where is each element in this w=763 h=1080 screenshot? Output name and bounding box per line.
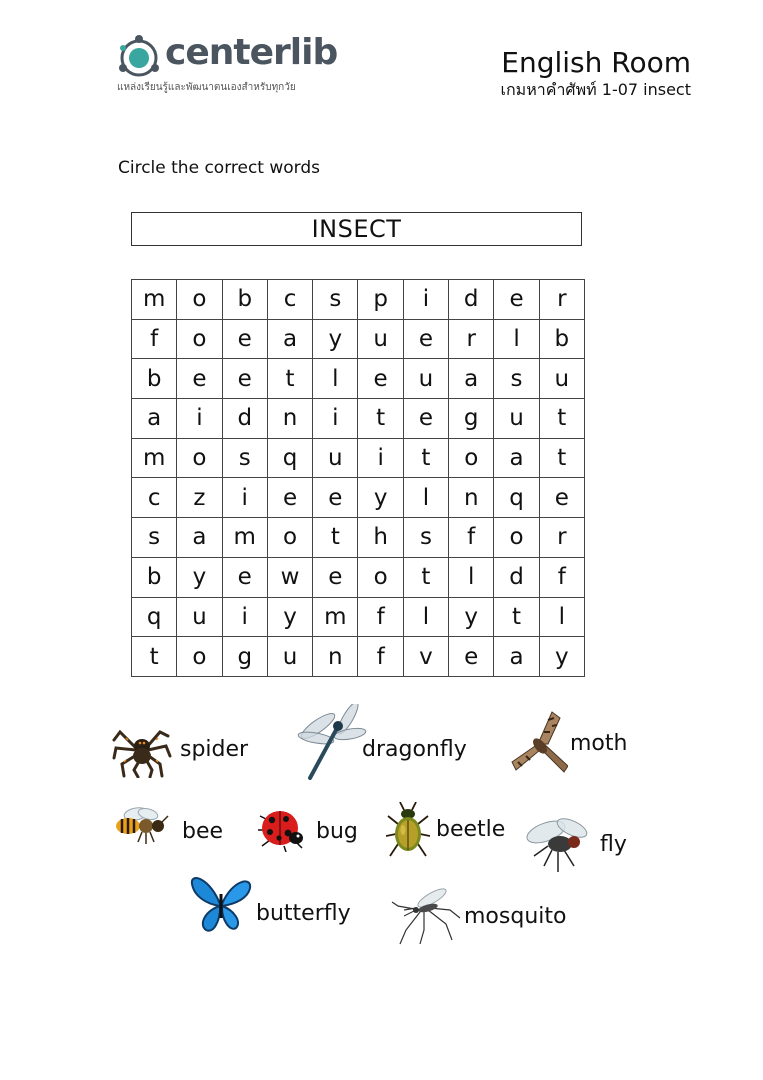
grid-cell[interactable]: u [177, 597, 222, 637]
grid-cell[interactable]: y [449, 597, 494, 637]
word-bug [258, 806, 358, 852]
grid-cell[interactable]: e [313, 557, 358, 597]
spider-icon [112, 722, 172, 778]
grid-cell[interactable]: r [539, 280, 584, 320]
grid-cell[interactable]: a [494, 637, 539, 677]
grid-row [132, 518, 585, 558]
grid-cell[interactable]: s [132, 518, 177, 558]
grid-cell[interactable]: e [222, 319, 267, 359]
word-label: butterfly [256, 900, 351, 926]
logo-tagline: แหล่งเรียนรู้และพัฒนาตนเองสำหรับทุกวัย [117, 82, 296, 93]
word-moth [508, 710, 627, 778]
grid-cell[interactable]: u [358, 319, 403, 359]
topic-heading: INSECT [131, 212, 582, 246]
grid-cell[interactable]: w [267, 557, 312, 597]
grid-cell[interactable]: l [403, 478, 448, 518]
grid-cell[interactable]: z [177, 478, 222, 518]
word-label: dragonfly [362, 736, 467, 762]
grid-cell[interactable]: n [313, 637, 358, 677]
grid-cell[interactable]: b [132, 557, 177, 597]
grid-row [132, 557, 585, 597]
grid-cell[interactable]: r [539, 518, 584, 558]
instruction-text: Circle the correct words [118, 158, 321, 178]
butterfly-icon [188, 874, 254, 936]
grid-cell[interactable]: t [358, 399, 403, 439]
logo [115, 30, 345, 100]
grid-cell[interactable]: i [177, 399, 222, 439]
grid-cell[interactable]: c [132, 478, 177, 518]
moth-icon [508, 710, 568, 778]
logo-mark-icon [115, 34, 163, 82]
grid-row [132, 637, 585, 677]
grid-cell[interactable]: f [449, 518, 494, 558]
grid-cell[interactable]: h [358, 518, 403, 558]
grid-row [132, 438, 585, 478]
grid-row [132, 319, 585, 359]
grid-cell[interactable]: a [132, 399, 177, 439]
grid-cell[interactable]: e [449, 637, 494, 677]
grid-cell[interactable]: l [403, 597, 448, 637]
grid-cell[interactable]: f [358, 597, 403, 637]
grid-cell[interactable]: s [313, 280, 358, 320]
grid-cell[interactable]: o [267, 518, 312, 558]
grid-cell[interactable]: i [222, 478, 267, 518]
grid-cell[interactable]: e [267, 478, 312, 518]
ladybug-icon [258, 806, 306, 852]
page-subtitle: เกมหาคำศัพท์ 1-07 insect [500, 80, 691, 99]
word-spider [112, 722, 248, 778]
word-mosquito [390, 880, 566, 946]
grid-cell[interactable]: l [494, 319, 539, 359]
grid-cell[interactable]: d [222, 399, 267, 439]
word-label: fly [600, 831, 627, 857]
bee-icon [114, 806, 172, 846]
grid-cell[interactable]: t [313, 518, 358, 558]
grid-cell[interactable]: u [403, 359, 448, 399]
grid-cell[interactable]: b [132, 359, 177, 399]
word-search-grid [131, 279, 585, 677]
grid-cell[interactable]: t [539, 399, 584, 439]
grid-cell[interactable]: p [358, 280, 403, 320]
grid-cell[interactable]: e [313, 478, 358, 518]
grid-cell[interactable]: l [313, 359, 358, 399]
grid-cell[interactable]: o [177, 280, 222, 320]
word-dragonfly [296, 704, 467, 780]
grid-cell[interactable]: t [494, 597, 539, 637]
grid-cell[interactable]: s [403, 518, 448, 558]
word-label: bug [316, 818, 358, 844]
mosquito-icon [390, 880, 462, 946]
fly-icon [524, 816, 594, 874]
grid-cell[interactable]: d [494, 557, 539, 597]
grid-cell[interactable]: t [132, 637, 177, 677]
grid-cell[interactable]: a [177, 518, 222, 558]
grid-cell[interactable]: u [267, 637, 312, 677]
grid-cell[interactable]: n [267, 399, 312, 439]
grid-cell[interactable]: n [449, 478, 494, 518]
grid-cell[interactable]: o [449, 438, 494, 478]
grid-cell[interactable]: m [132, 438, 177, 478]
grid-cell[interactable]: q [494, 478, 539, 518]
grid-cell[interactable]: e [403, 319, 448, 359]
grid-cell[interactable]: f [358, 637, 403, 677]
grid-cell[interactable]: y [177, 557, 222, 597]
word-beetle [386, 802, 505, 860]
logo-text: centerlib [165, 32, 338, 73]
word-label: beetle [436, 816, 506, 842]
grid-cell[interactable]: o [494, 518, 539, 558]
grid-cell[interactable]: b [222, 280, 267, 320]
grid-cell[interactable]: s [494, 359, 539, 399]
title-block [501, 46, 692, 100]
grid-cell[interactable]: m [313, 597, 358, 637]
grid-cell[interactable]: y [313, 319, 358, 359]
grid-cell[interactable]: f [132, 319, 177, 359]
grid-cell[interactable]: i [313, 399, 358, 439]
grid-cell[interactable]: i [222, 597, 267, 637]
grid-cell[interactable]: e [539, 478, 584, 518]
grid-cell[interactable]: g [449, 399, 494, 439]
grid-cell[interactable]: i [403, 280, 448, 320]
grid-cell[interactable]: t [539, 438, 584, 478]
grid-cell[interactable]: a [449, 359, 494, 399]
grid-cell[interactable]: u [313, 438, 358, 478]
grid-cell[interactable]: r [449, 319, 494, 359]
word-butterfly [188, 874, 351, 936]
grid-cell[interactable]: g [222, 637, 267, 677]
grid-cell[interactable]: v [403, 637, 448, 677]
grid-row [132, 359, 585, 399]
grid-row [132, 280, 585, 320]
grid-cell[interactable]: e [177, 359, 222, 399]
grid-cell[interactable]: y [539, 637, 584, 677]
grid-cell[interactable]: d [449, 280, 494, 320]
grid-cell[interactable]: y [267, 597, 312, 637]
word-fly [524, 816, 627, 874]
grid-cell[interactable]: e [222, 557, 267, 597]
grid-cell[interactable]: a [267, 319, 312, 359]
grid-cell[interactable]: l [449, 557, 494, 597]
grid-cell[interactable]: e [222, 359, 267, 399]
grid-cell[interactable]: e [358, 359, 403, 399]
grid-cell[interactable]: t [403, 557, 448, 597]
grid-cell[interactable]: c [267, 280, 312, 320]
word-label: spider [180, 736, 249, 762]
grid-cell[interactable]: q [267, 438, 312, 478]
grid-row [132, 399, 585, 439]
grid-cell[interactable]: t [403, 438, 448, 478]
grid-cell[interactable]: t [267, 359, 312, 399]
grid-row [132, 478, 585, 518]
grid-cell[interactable]: a [494, 438, 539, 478]
word-bee [114, 806, 223, 846]
grid-cell[interactable]: i [358, 438, 403, 478]
grid-cell[interactable]: y [358, 478, 403, 518]
grid-cell[interactable]: o [177, 319, 222, 359]
beetle-icon [386, 802, 430, 860]
word-label: bee [182, 818, 224, 844]
word-label: moth [570, 730, 628, 756]
grid-cell[interactable]: o [358, 557, 403, 597]
grid-cell[interactable]: m [132, 280, 177, 320]
page-title: English Room [501, 46, 691, 79]
dragonfly-icon [296, 704, 368, 780]
grid-cell[interactable]: o [177, 438, 222, 478]
word-label: mosquito [464, 903, 567, 929]
grid-cell[interactable]: f [539, 557, 584, 597]
grid-row [132, 597, 585, 637]
grid-cell[interactable]: b [539, 319, 584, 359]
grid-cell[interactable]: s [222, 438, 267, 478]
grid-cell[interactable]: l [539, 597, 584, 637]
grid-cell[interactable]: e [494, 280, 539, 320]
grid-cell[interactable]: q [132, 597, 177, 637]
grid-cell[interactable]: u [494, 399, 539, 439]
grid-cell[interactable]: u [539, 359, 584, 399]
grid-cell[interactable]: o [177, 637, 222, 677]
grid-cell[interactable]: e [403, 399, 448, 439]
grid-cell[interactable]: m [222, 518, 267, 558]
